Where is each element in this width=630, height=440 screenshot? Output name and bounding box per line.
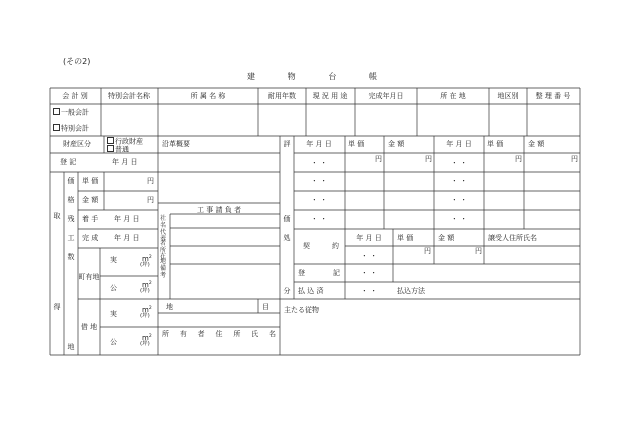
joju-nin-label: 譲受人住所氏名 [488, 234, 537, 242]
shakuchi-jitsu-tsubo: (坪) [140, 313, 150, 319]
header-shozoku-meisho: 所 属 名 称 [190, 92, 226, 100]
hyoka-kingaku-yen-2: 円 [571, 155, 578, 163]
contractor-shamei: 社名 [160, 215, 167, 229]
title-char: 建 [247, 72, 255, 81]
chakushu-label: 着 手 [82, 215, 99, 223]
contractor-biko: 備考 [160, 265, 167, 279]
kakaku-label-top: 価 [67, 177, 75, 185]
hyoka-kingaku-1: 金 額 [388, 140, 405, 148]
shakuchi-ko-label: 公 [110, 338, 117, 346]
header-kansei-nengappi: 完成年月日 [368, 92, 404, 100]
kakaku-label-bottom: 格 [67, 196, 75, 204]
haraikomi-hoho-label: 払込方法 [397, 287, 425, 295]
shakuchi-label: 借 地 [80, 323, 98, 331]
checkbox-futsu[interactable]: 普通 [107, 145, 129, 155]
shobun-label-bottom: 分 [283, 287, 291, 295]
shobun-kingaku-label: 金 額 [438, 234, 455, 242]
tanka-yen: 円 [147, 177, 154, 185]
shobun-toki-dots: ・ ・ [360, 269, 378, 277]
hyoka-kingaku-2: 金 額 [528, 140, 545, 148]
kansei-label: 完 成 [82, 234, 99, 242]
shoyusha-label: 所 有 者 住 所 氏 名 [162, 330, 276, 338]
chi-label: 地 [67, 343, 75, 351]
omo-naru-fuzokubutsu-label: 主たる従物 [284, 306, 319, 314]
header-seiri-bango: 整 理 番 号 [535, 92, 571, 100]
contractor-daihyosha: 代表者 [160, 229, 167, 247]
zan-label: 残 [67, 215, 75, 223]
header-shozaichi: 所 在 地 [440, 92, 466, 100]
hyoka-nengappi-2: 年 月 日 [446, 140, 472, 148]
header-chiku-betsu: 地区別 [497, 92, 519, 100]
chakushu-nengappi: 年 月 日 [114, 215, 140, 223]
header-genkyo-yoto: 現 況 用 途 [312, 92, 348, 100]
hyoka-date-dots: ・ ・ [310, 215, 328, 223]
machi-ko-label: 公 [110, 284, 117, 292]
hyoka-tanka-2: 単 価 [487, 140, 504, 148]
title-char: 物 [287, 72, 296, 81]
hyoka-tanka-yen-2: 円 [515, 155, 522, 163]
toki-nengappi: 年 月 日 [112, 158, 138, 166]
machi-yuchi-label: 町有地 [78, 273, 100, 281]
header-tokubetsu-kaikei-meisho: 特別会計名称 [108, 92, 150, 100]
header-taiyo-nensu: 耐用年数 [268, 92, 296, 100]
hyoka-label-top: 評 [283, 140, 291, 148]
keiyaku-label: 契 約 [303, 242, 339, 250]
checkbox-gyosei-zaisan[interactable]: 行政財産 [107, 137, 143, 147]
contractor-shozaichi: 所在地 [160, 247, 167, 265]
ko-label: 工 [67, 234, 75, 242]
hyoka-date-dots: ・ ・ [310, 159, 328, 167]
hyoka-date-dots: ・ ・ [450, 159, 468, 167]
machi-ko-m2: $m^2$ [142, 281, 152, 289]
hyoka-date-dots: ・ ・ [450, 196, 468, 204]
title-char: 帳 [368, 72, 377, 81]
shobun-toki-label: 登 記 [298, 269, 340, 277]
kingaku-label: 金 額 [82, 196, 99, 204]
tanka-label: 単 価 [82, 177, 99, 185]
kingaku-yen: 円 [147, 196, 154, 204]
hyoka-kingaku-yen-1: 円 [425, 155, 432, 163]
shobun-label-top: 処 [283, 234, 291, 242]
header-kaikei-betsu: 会 計 別 [62, 92, 88, 100]
checkbox-box [53, 108, 60, 115]
checkbox-ippan-kaikei[interactable]: 一般会計 [53, 108, 89, 118]
hyoka-nengappi-1: 年 月 日 [306, 140, 332, 148]
enkaku-gaiyo-label: 沿革概要 [162, 140, 190, 148]
hyoka-date-dots: ・ ・ [310, 196, 328, 204]
shutoku-label-bottom: 得 [53, 303, 61, 311]
toki-label: 登 記 [60, 158, 77, 166]
machi-jitsu-label: 実 [110, 256, 117, 264]
checkbox-box [53, 124, 60, 131]
shakuchi-ko-m2: $m^2$ [142, 334, 152, 342]
hyoka-label-bottom: 価 [283, 215, 291, 223]
shobun-tanka-yen: 円 [424, 247, 431, 255]
kansei-nengappi: 年 月 日 [114, 234, 140, 242]
hyoka-date-dots: ・ ・ [450, 215, 468, 223]
shobun-tanka-label: 単 価 [397, 234, 414, 242]
form-title [247, 71, 377, 82]
shobun-kingaku-yen: 円 [475, 247, 482, 255]
koji-ukeoisha-label: 工 事 請 負 者 [197, 206, 241, 214]
shakuchi-ko-tsubo: (坪) [140, 341, 150, 347]
shobun-nengappi-label: 年 月 日 [356, 234, 382, 242]
machi-jitsu-tsubo: (坪) [140, 262, 150, 268]
checkbox-box [107, 145, 114, 152]
hyoka-date-dots: ・ ・ [450, 177, 468, 185]
shakuchi-jitsu-m2: $m^2$ [142, 306, 152, 314]
chimoku-label-chi: 地 [166, 303, 173, 311]
title-char: 台 [328, 72, 337, 81]
shutoku-label-top: 取 [53, 212, 61, 220]
machi-jitsu-m2: $m^2$ [142, 255, 152, 263]
checkbox-tokubetsu-kaikei[interactable]: 特別会計 [53, 124, 89, 134]
su-label: 数 [67, 253, 75, 261]
shakuchi-jitsu-label: 実 [110, 310, 117, 318]
zaisan-kubun-label: 財産区分 [63, 140, 91, 148]
haraikomi-zumi-label: 払 込 済 [298, 287, 324, 295]
haraikomi-dots: ・ ・ [360, 287, 378, 295]
page-number: (その2) [63, 57, 91, 66]
hyoka-date-dots: ・ ・ [310, 177, 328, 185]
checkbox-box [107, 137, 114, 144]
chimoku-label-moku: 目 [262, 303, 269, 311]
hyoka-tanka-yen-1: 円 [375, 155, 382, 163]
hyoka-tanka-1: 単 価 [348, 140, 365, 148]
machi-ko-tsubo: (坪) [140, 288, 150, 294]
shobun-date-dots: ・ ・ [360, 252, 378, 260]
